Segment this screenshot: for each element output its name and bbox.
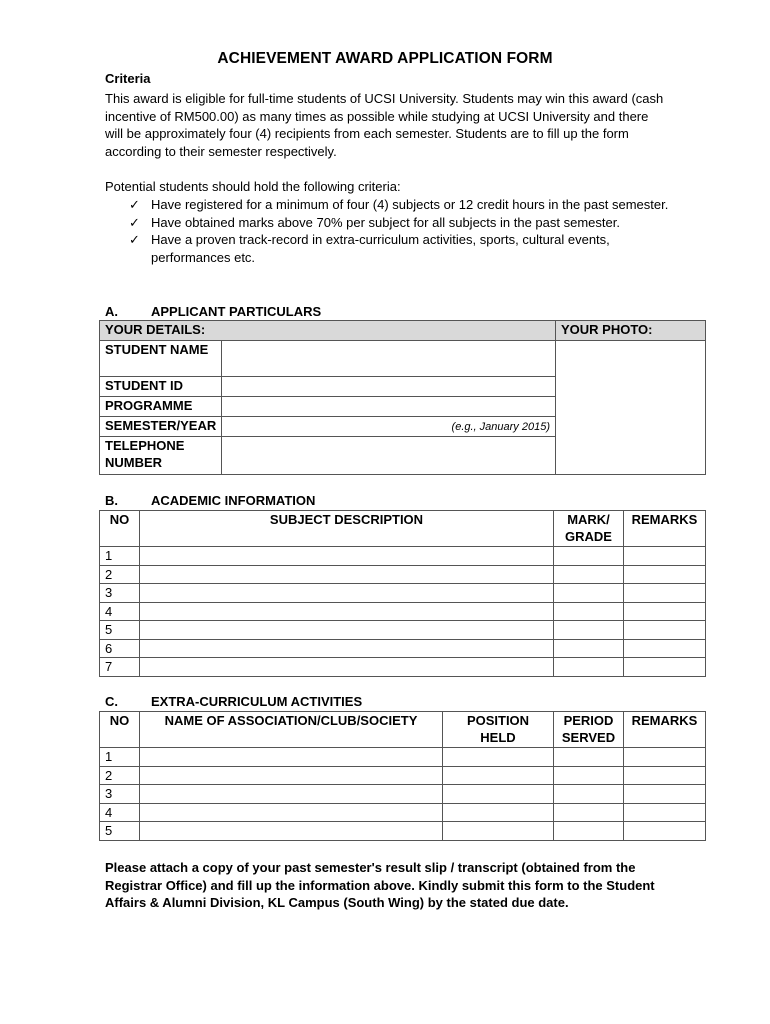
table-row (100, 547, 706, 566)
col-position-header: POSITION HELD (443, 712, 554, 748)
mark-cell[interactable] (554, 639, 624, 658)
student-id-label: STUDENT ID (100, 377, 222, 397)
association-cell[interactable] (140, 785, 443, 804)
table-row (100, 803, 706, 822)
checkmark-icon: ✓ (129, 197, 140, 212)
col-subject-header: SUBJECT DESCRIPTION (140, 511, 554, 547)
row-number: 7 (100, 658, 140, 677)
row-number: 5 (100, 822, 140, 841)
mark-cell[interactable] (554, 584, 624, 603)
table-row (100, 639, 706, 658)
col-remarks-header: REMARKS (624, 712, 706, 748)
row-number: 4 (100, 602, 140, 621)
section-b-heading: B. ACADEMIC INFORMATION (105, 493, 316, 508)
association-cell[interactable] (140, 748, 443, 767)
telephone-number-field[interactable] (222, 437, 556, 475)
remarks-cell[interactable] (624, 547, 706, 566)
subject-cell[interactable] (140, 639, 554, 658)
association-cell[interactable] (140, 822, 443, 841)
criteria-item: ✓ Have a proven track-record in extra-curriculum activities, sports, cultural events, performances etc. (129, 232, 610, 265)
semester-year-field[interactable]: (e.g., January 2015) (222, 417, 556, 437)
programme-field[interactable] (222, 397, 556, 417)
table-row (100, 602, 706, 621)
criteria-item: ✓ Have registered for a minimum of four (4) subjects or 12 credit hours in the past semester. (129, 197, 669, 212)
your-details-header: YOUR DETAILS: (100, 321, 556, 341)
remarks-cell[interactable] (624, 658, 706, 677)
row-number: 3 (100, 584, 140, 603)
period-cell[interactable] (554, 766, 624, 785)
table-row (100, 785, 706, 804)
student-name-field[interactable] (222, 341, 556, 377)
subject-cell[interactable] (140, 602, 554, 621)
subject-cell[interactable] (140, 565, 554, 584)
criteria-intro: Potential students should hold the following criteria: (105, 179, 401, 194)
table-row (100, 766, 706, 785)
col-no-header: NO (100, 511, 140, 547)
mark-cell[interactable] (554, 602, 624, 621)
telephone-number-label: TELEPHONE NUMBER (100, 437, 222, 475)
remarks-cell[interactable] (624, 803, 706, 822)
row-number: 3 (100, 785, 140, 804)
your-photo-header: YOUR PHOTO: (556, 321, 706, 341)
subject-cell[interactable] (140, 547, 554, 566)
remarks-cell[interactable] (624, 639, 706, 658)
association-cell[interactable] (140, 766, 443, 785)
position-cell[interactable] (443, 785, 554, 804)
period-cell[interactable] (554, 822, 624, 841)
col-no-header: NO (100, 712, 140, 748)
row-number: 1 (100, 547, 140, 566)
subject-cell[interactable] (140, 584, 554, 603)
table-row (100, 658, 706, 677)
subject-cell[interactable] (140, 658, 554, 677)
row-number: 5 (100, 621, 140, 640)
col-remarks-header: REMARKS (624, 511, 706, 547)
position-cell[interactable] (443, 822, 554, 841)
position-cell[interactable] (443, 766, 554, 785)
period-cell[interactable] (554, 803, 624, 822)
table-row (100, 584, 706, 603)
mark-cell[interactable] (554, 621, 624, 640)
remarks-cell[interactable] (624, 748, 706, 767)
mark-cell[interactable] (554, 658, 624, 677)
checkmark-icon: ✓ (129, 232, 140, 247)
period-cell[interactable] (554, 785, 624, 804)
remarks-cell[interactable] (624, 584, 706, 603)
photo-box[interactable] (556, 341, 706, 475)
section-a-heading: A. APPLICANT PARTICULARS (105, 304, 322, 319)
criteria-description: This award is eligible for full-time students of UCSI University. Students may win this award (cash incentive of RM500.00) as many times as possible while studying at UCSI University and there will be approximately four (4) recipients from each semester. Students are to fill up the form according to their semester respectively. (105, 91, 664, 159)
criteria-list (105, 196, 675, 266)
section-c-heading: C. EXTRA-CURRICULUM ACTIVITIES (105, 694, 363, 709)
remarks-cell[interactable] (624, 785, 706, 804)
remarks-cell[interactable] (624, 565, 706, 584)
position-cell[interactable] (443, 748, 554, 767)
remarks-cell[interactable] (624, 602, 706, 621)
row-number: 2 (100, 565, 140, 584)
criteria-heading: Criteria (105, 71, 151, 86)
row-number: 2 (100, 766, 140, 785)
checkmark-icon: ✓ (129, 214, 140, 230)
semester-year-label: SEMESTER/YEAR (100, 417, 222, 437)
student-name-label: STUDENT NAME (100, 341, 222, 377)
applicant-particulars-table (99, 320, 706, 475)
col-mark-grade-header: MARK/ GRADE (554, 511, 624, 547)
subject-cell[interactable] (140, 621, 554, 640)
association-cell[interactable] (140, 803, 443, 822)
table-row (100, 621, 706, 640)
position-cell[interactable] (443, 803, 554, 822)
programme-label: PROGRAMME (100, 397, 222, 417)
criteria-item: ✓ Have obtained marks above 70% per subject for all subjects in the past semester. (129, 214, 620, 230)
row-number: 4 (100, 803, 140, 822)
remarks-cell[interactable] (624, 621, 706, 640)
form-title: ACHIEVEMENT AWARD APPLICATION FORM (217, 50, 553, 67)
col-association-header: NAME OF ASSOCIATION/CLUB/SOCIETY (140, 712, 443, 748)
mark-cell[interactable] (554, 547, 624, 566)
student-id-field[interactable] (222, 377, 556, 397)
mark-cell[interactable] (554, 565, 624, 584)
submission-note: Please attach a copy of your past semester's result slip / transcript (obtained from the Registrar Office) and fill up the information above. Kindly submit this form to the Student Affairs & Alumni Division, KL Campus (South Wing) by the stated due date. (105, 860, 655, 910)
extra-curriculum-table (99, 711, 706, 841)
period-cell[interactable] (554, 748, 624, 767)
row-number: 6 (100, 639, 140, 658)
remarks-cell[interactable] (624, 766, 706, 785)
table-row (100, 565, 706, 584)
row-number: 1 (100, 748, 140, 767)
col-period-header: PERIOD SERVED (554, 712, 624, 748)
table-row (100, 822, 706, 841)
academic-information-table (99, 510, 706, 677)
table-row (100, 748, 706, 767)
remarks-cell[interactable] (624, 822, 706, 841)
